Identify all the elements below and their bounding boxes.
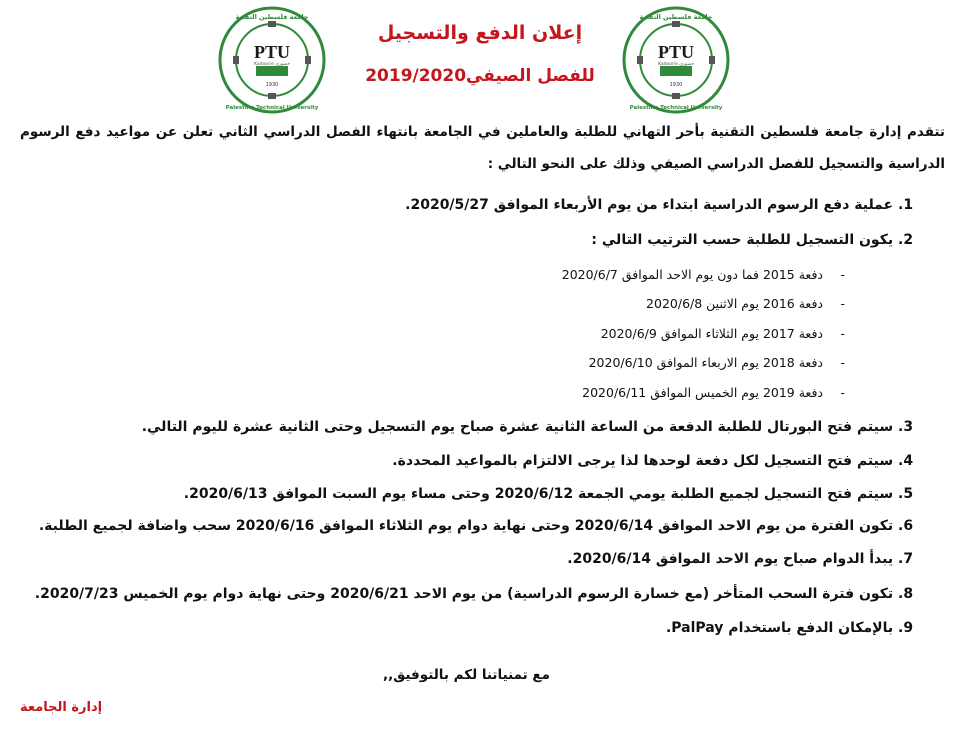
list-item: 9. بالإمكان الدفع باستخدام PalPay. [665,620,914,636]
svg-text:Palestine Technical University: Palestine Technical University [629,105,723,111]
batch-item: -دفعة 2019 يوم الخميس الموافق 2020/6/11 [582,385,845,400]
svg-text:1930: 1930 [669,82,683,88]
list-item: 1. عملية دفع الرسوم الدراسية ابتداء من يوم الأربعاء الموافق 2020/5/27. [405,197,914,213]
svg-text:Kadoorie خضوري: Kadoorie خضوري [253,62,291,67]
page-title: إعلان الدفع والتسجيل [377,22,583,44]
list-item: 4. سيتم فتح التسجيل لكل دفعة لوحدها لذا يرجى الالتزام بالمواعيد المحددة. [392,453,914,469]
svg-text:Kadoorie خضوري: Kadoorie خضوري [657,62,695,67]
svg-text:جامعة فلسطين التقنية: جامعة فلسطين التقنية [639,13,713,21]
intro-paragraph: تتقدم إدارة جامعة فلسطين التقنية بأحر التهاني للطلبة والعاملين في الجامعة بانتهاء الفصل الدراسي الثاني تعلن عن مواعيد دفع الرسوم الدراسية والتسجيل للفصل الدراسي الصيفي وذلك على النحو التالي : [20,124,945,172]
semester-title: للفصل الصيفي2019/2020 [365,66,595,86]
svg-text:جامعة فلسطين التقنية: جامعة فلسطين التقنية [235,13,309,21]
batch-item: -دفعة 2018 يوم الاربعاء الموافق 2020/6/10 [588,355,845,370]
list-item: 2. يكون التسجيل للطلبة حسب الترتيب التالي : [591,232,914,248]
batch-item: -دفعة 2016 يوم الاثنين 2020/6/8 [646,296,845,311]
batch-item: -دفعة 2017 يوم الثلاثاء الموافق 2020/6/9 [600,326,845,341]
list-item: 3. سيتم فتح البورتال للطلبة الدفعة من الساعة الثانية عشرة صباح يوم التسجيل وحتى الثانية عشرة لليوم التالي. [141,419,914,435]
svg-text:1930: 1930 [265,82,279,88]
svg-text:PTU: PTU [658,42,694,62]
batch-item: -دفعة 2015 فما دون يوم الاحد الموافق 2020/6/7 [561,267,845,282]
closing-line: مع تمنياتنا لكم بالتوفيق,, [382,667,550,683]
signature: إدارة الجامعة [20,700,103,715]
university-logo [622,6,730,114]
list-item: 6. تكون الفترة من يوم الاحد الموافق 2020/6/14 وحتى نهاية دوام يوم الثلاثاء الموافق 2020/6/16 سحب واضافة لجميع الطلبة. [38,518,914,534]
logo-letters: PTU [254,42,290,62]
university-logo [218,6,326,114]
svg-text:Palestine Technical University: Palestine Technical University [225,105,319,111]
list-item: 5. سيتم فتح التسجيل لجميع الطلبة يومي الجمعة 2020/6/12 وحتى مساء يوم السبت الموافق 2020/6/13. [183,486,914,502]
list-item: 7. يبدأ الدوام صباح يوم الاحد الموافق 2020/6/14. [567,551,914,567]
list-item: 8. تكون فترة السحب المتأخر (مع خسارة الرسوم الدراسية) من يوم الاحد 2020/6/21 وحتى نهاية دوام يوم الخميس 2020/7/23. [34,586,914,602]
